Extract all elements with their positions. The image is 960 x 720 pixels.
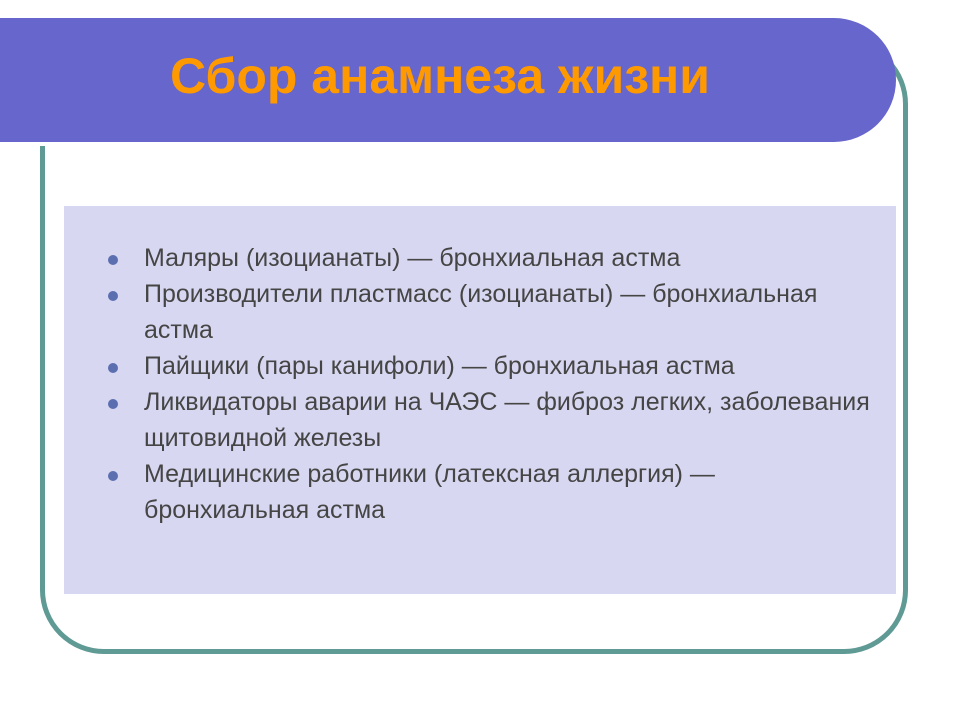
list-item-text: Пайщики (пары канифоли) — бронхиальная астма (144, 352, 735, 380)
list-item-text: Медицинские работники (латексная аллергия) — бронхиальная астма (144, 460, 715, 524)
bullet-list (108, 240, 872, 528)
list-item (108, 276, 872, 348)
bullet-icon (108, 399, 118, 409)
list-item (108, 348, 872, 384)
bullet-icon (108, 255, 118, 265)
list-item (108, 384, 872, 456)
list-item-text: Ликвидаторы аварии на ЧАЭС — фиброз легких, заболевания щитовидной железы (144, 388, 870, 452)
list-item (108, 456, 872, 528)
content-panel (64, 206, 896, 594)
list-item-text: Производители пластмасс (изоцианаты) — бронхиальная астма (144, 280, 818, 344)
bullet-icon (108, 471, 118, 481)
list-item-text: Маляры (изоцианаты) — бронхиальная астма (144, 244, 681, 272)
title-underline (0, 142, 848, 146)
list-item (108, 240, 872, 276)
slide-title: Сбор анамнеза жизни (170, 48, 710, 104)
bullet-icon (108, 291, 118, 301)
bullet-icon (108, 363, 118, 373)
